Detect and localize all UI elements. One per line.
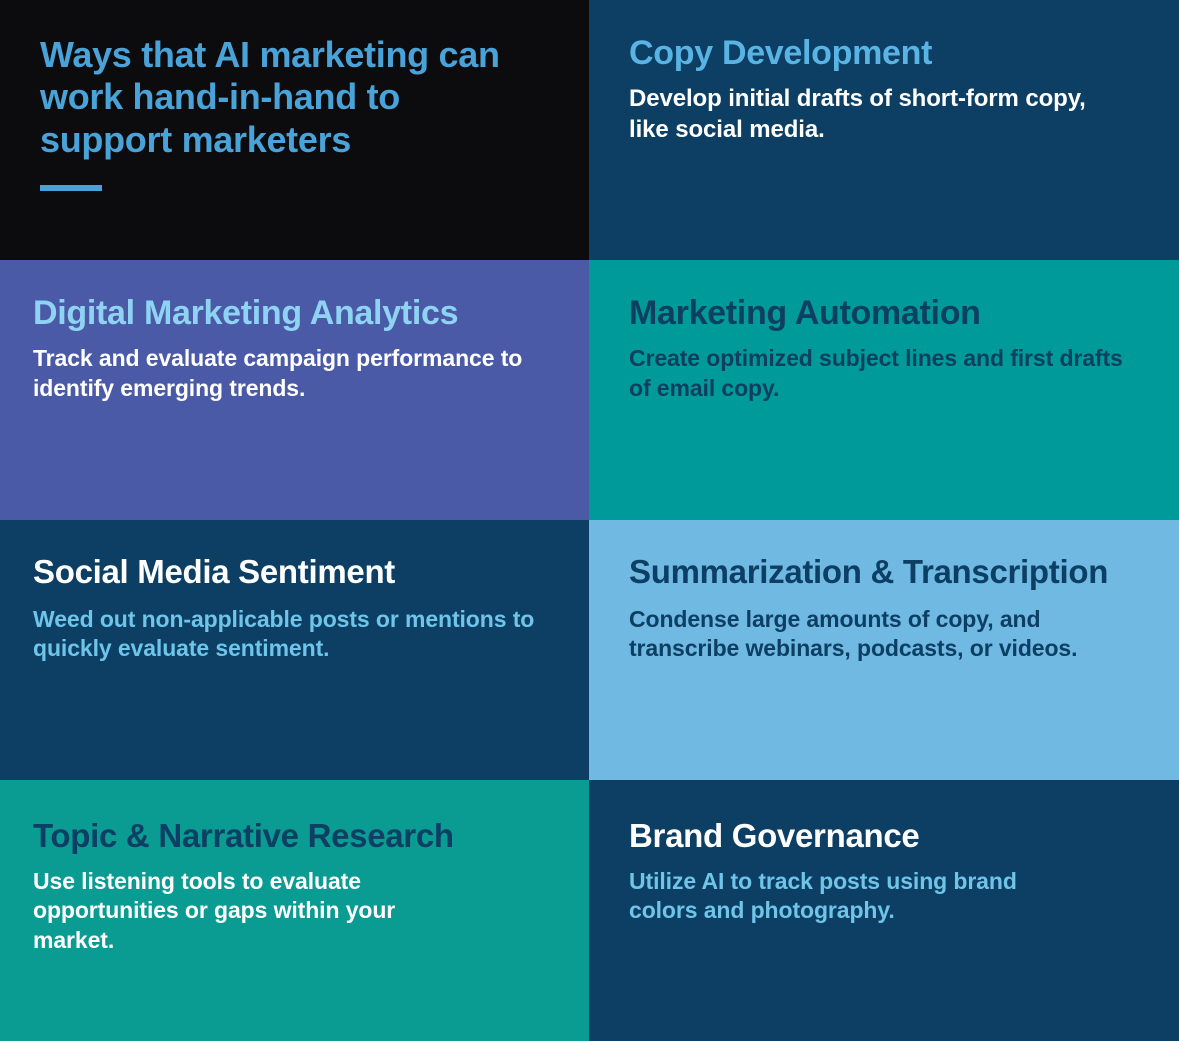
- card-title: Digital Marketing Analytics: [33, 294, 459, 332]
- card-body: Create optimized subject lines and first drafts of email copy.: [629, 345, 1123, 401]
- card-title: Marketing Automation: [629, 294, 981, 332]
- card-topic-narrative-research: [0, 780, 589, 1041]
- card-body: Weed out non-applicable posts or mentions to quickly evaluate sentiment.: [33, 605, 535, 662]
- card-social-media-sentiment: [0, 520, 589, 780]
- card-body: Use listening tools to evaluate opportunities or gaps within your market.: [33, 867, 396, 953]
- card-digital-marketing-analytics: [0, 260, 589, 520]
- card-copy-development: [589, 0, 1179, 260]
- card-body: Develop initial drafts of short-form copy, like social media.: [629, 85, 1086, 143]
- card-title: Summarization & Transcription: [629, 553, 1109, 590]
- intro-cell: [0, 0, 589, 260]
- card-body: Condense large amounts of copy, and transcribe webinars, podcasts, or videos.: [629, 605, 1078, 662]
- card-brand-governance: [589, 780, 1179, 1041]
- card-summarization-transcription: [589, 520, 1179, 780]
- page-title: Ways that AI marketing can work hand-in-hand to support marketers: [40, 34, 500, 160]
- card-title: Brand Governance: [629, 817, 920, 854]
- card-title: Social Media Sentiment: [33, 553, 395, 590]
- card-title: Copy Development: [629, 34, 933, 72]
- card-title: Topic & Narrative Research: [33, 817, 454, 854]
- card-marketing-automation: [589, 260, 1179, 520]
- card-body: Track and evaluate campaign performance to identify emerging trends.: [33, 345, 523, 401]
- card-body: Utilize AI to track posts using brand colors and photography.: [629, 867, 1017, 924]
- accent-rule: [40, 185, 102, 191]
